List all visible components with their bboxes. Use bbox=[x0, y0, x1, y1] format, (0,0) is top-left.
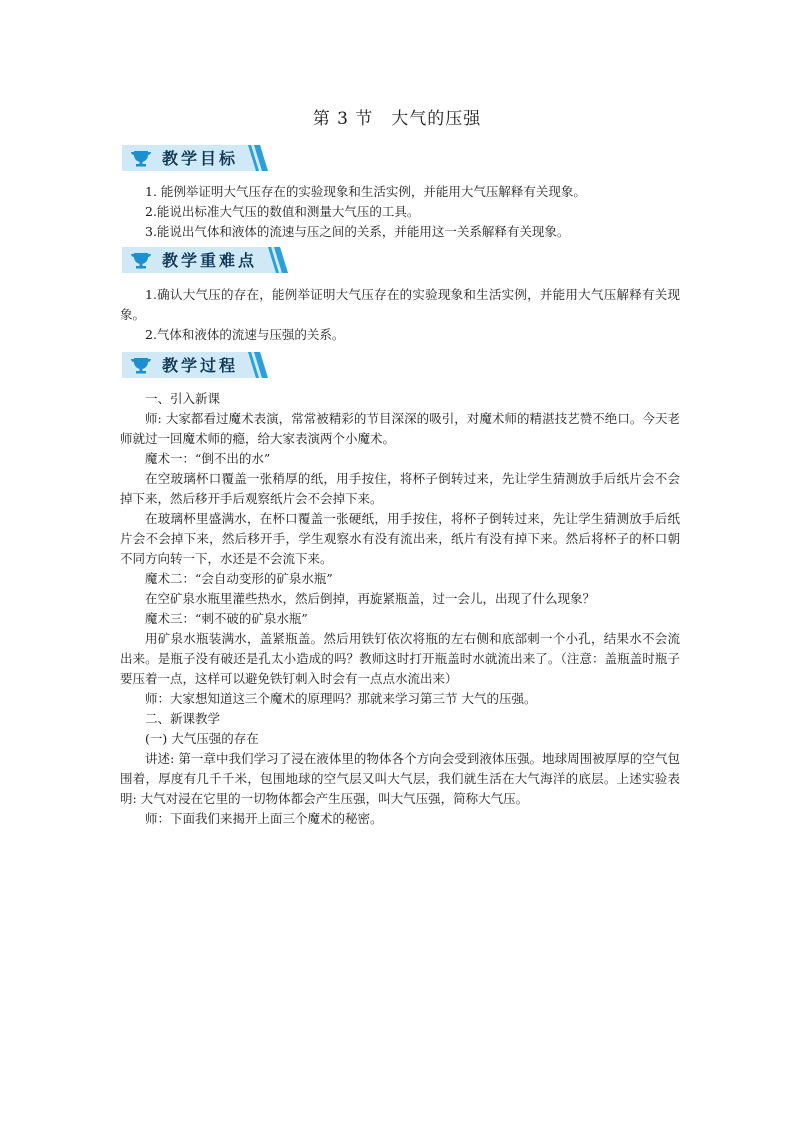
paragraph: 2.气体和液体的流速与压强的关系。 bbox=[145, 327, 345, 342]
paragraph: 用矿泉水瓶装满水，盖紧瓶盖。然后用铁钉依次将瓶的左右侧和底部刺一个小孔，结果水不会流出来。是瓶子没有破还是孔太小造成的吗？教师这时打开瓶盖时水就流出来了。（注意：盖瓶盖时瓶子要压着一点，这样可以避免铁钉刺入时会有一点点水流出来） bbox=[120, 631, 680, 686]
section-heading-label: 教学目标 bbox=[162, 149, 239, 168]
paragraph: 在空矿泉水瓶里灌些热水，然后倒掉，再旋紧瓶盖，过一会儿，出现了什么现象？ bbox=[145, 591, 596, 606]
section-heading-goals bbox=[122, 143, 272, 173]
section-heading-label: 教学过程 bbox=[162, 356, 239, 375]
paragraph: 1.确认大气压的存在，能例举证明大气压存在的实验现象和生活实例，并能用大气压解释有关现象。 bbox=[120, 287, 680, 322]
goals-text bbox=[120, 182, 680, 242]
process-text bbox=[120, 389, 680, 829]
paragraph: 魔术二：“会自动变形的矿泉水瓶” bbox=[145, 571, 333, 586]
section-heading-process bbox=[122, 350, 272, 380]
paragraph: (一) 大气压强的存在 bbox=[145, 731, 259, 746]
paragraph: 二、新课教学 bbox=[145, 711, 221, 726]
paragraph: 讲述: 第一章中我们学习了浸在液体里的物体各个方向会受到液体压强。地球周围被厚厚的空气包围着，厚度有几千千米，包围地球的空气层又叫大气层，我们就生活在大气海洋的底层。上述实验表明: 大气对浸在它里的一切物体都会产生压强，叫大气压强，简称大气压。 bbox=[120, 751, 680, 806]
paragraph: 师：下面我们来揭开上面三个魔术的秘密。 bbox=[145, 811, 383, 826]
section-heading-label: 教学重难点 bbox=[162, 251, 258, 270]
paragraph: 1. 能例举证明大气压存在的实验现象和生活实例，并能用大气压解释有关现象。 bbox=[145, 184, 586, 199]
paragraph: 在空玻璃杯口覆盖一张稍厚的纸，用手按住，将杯子倒转过来，先让学生猜测放手后纸片会不会掉下来，然后移开手后观察纸片会不会掉下来。 bbox=[120, 471, 680, 506]
paragraph: 一、引入新课 bbox=[145, 391, 221, 406]
paragraph: 2.能说出标准大气压的数值和测量大气压的工具。 bbox=[145, 204, 420, 219]
paragraph: 师: 大家都看过魔术表演，常常被精彩的节目深深的吸引，对魔术师的精湛技艺赞不绝口。今天老师就过一回魔术师的瘾，给大家表演两个小魔术。 bbox=[120, 411, 680, 446]
paragraph: 魔术一：“倒不出的水” bbox=[145, 451, 271, 466]
page-title: 第 3 节 大气的压强 bbox=[312, 109, 482, 129]
key-points-text bbox=[120, 285, 680, 345]
section-heading-key-points bbox=[122, 245, 292, 275]
paragraph: 魔术三：“刺不破的矿泉水瓶” bbox=[145, 611, 308, 626]
paragraph: 师：大家想知道这三个魔术的原理吗？那就来学习第三节 大气的压强。 bbox=[145, 691, 537, 706]
paragraph: 3.能说出气体和液体的流速与压之间的关系，并能用这一关系解释有关现象。 bbox=[145, 224, 570, 239]
paragraph: 在玻璃杯里盛满水，在杯口覆盖一张硬纸，用手按住，将杯子倒转过来，先让学生猜测放手后纸片会不会掉下来，然后移开手，学生观察水有没有流出来，纸片有没有掉下来。然后将杯子的杯口朝不同方向转一下，水还是不会流下来。 bbox=[120, 511, 680, 566]
